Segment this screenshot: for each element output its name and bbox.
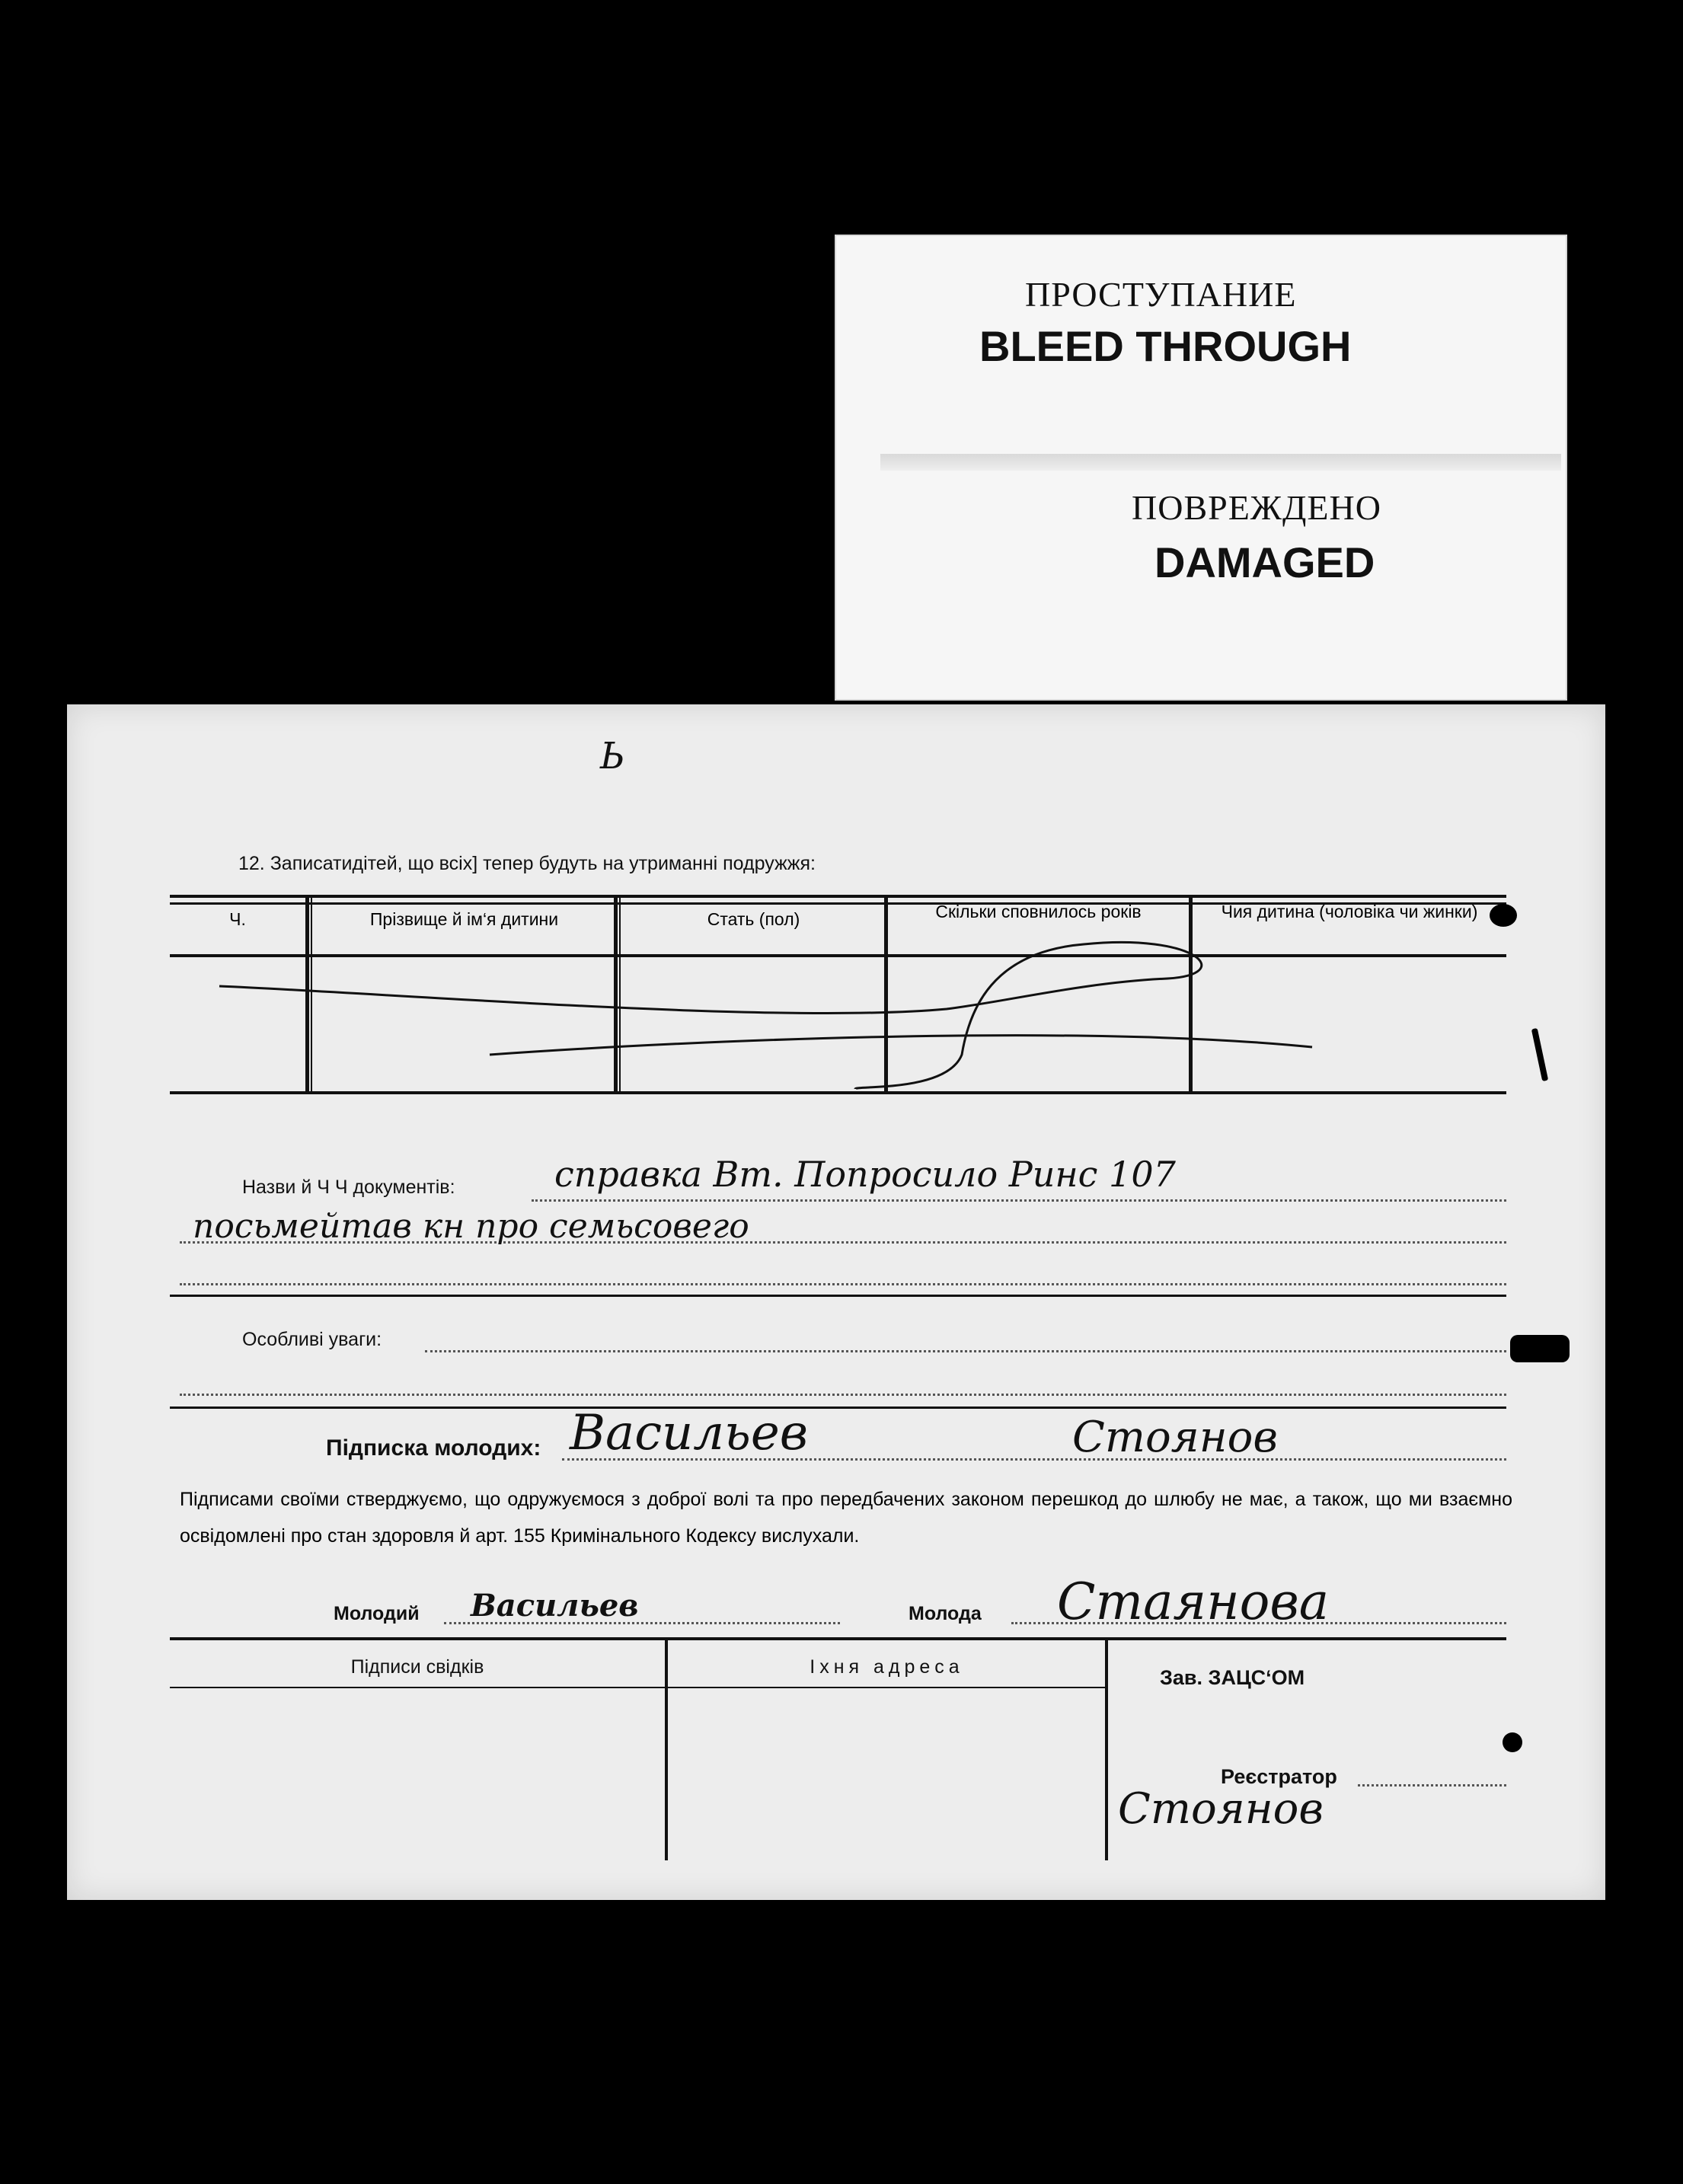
witness-header-rule <box>170 1687 1105 1688</box>
groom-signature: Васильев <box>471 1588 639 1624</box>
header-num: Ч. <box>229 909 246 929</box>
docs-value-line1: справка Вт. Попросило Ринс 107 <box>554 1154 1176 1195</box>
witness-table <box>170 1640 1506 1860</box>
children-table <box>170 895 1506 1093</box>
head-label: Зав. ЗАЦС‘ОМ <box>1160 1666 1305 1689</box>
remarks-rule <box>170 1407 1506 1409</box>
document-sheet <box>67 704 1605 1900</box>
groom-label: Молодий <box>334 1603 420 1624</box>
damage-hole <box>1503 1732 1522 1752</box>
archive-label-card <box>835 235 1567 701</box>
header-whose: Чия дитина (чоловіка чи жинки) <box>1221 902 1478 921</box>
signature-groom: Васильев <box>570 1405 808 1461</box>
registrar-line <box>1358 1784 1506 1786</box>
header-sex: Стать (пол) <box>707 909 800 929</box>
label-fold <box>880 454 1561 471</box>
bride-signature: Стаянова <box>1057 1573 1330 1631</box>
header-name: Прізвище й ім‘я дитини <box>369 909 559 929</box>
damage-hole <box>1490 904 1517 927</box>
remarks-line-2 <box>180 1394 1506 1396</box>
bleed-through-ru: ПРОСТУПАНИЕ <box>1025 275 1297 314</box>
cancel-stroke <box>170 895 1506 1093</box>
declaration-text: Підписами своїми стверджуємо, що одружуємося з доброї волі та про передбачених законом перешкод до шлюбу не має, а також, що ми взаємно освідомлені про стан здоровля й арт. 155 Кримінального Кодексу вислухали. <box>180 1489 1512 1547</box>
witnesses-header: Підписи свідків <box>350 1656 484 1678</box>
damage-tear <box>1531 1028 1548 1081</box>
registrar-signature: Стоянов <box>1118 1784 1324 1834</box>
damaged-ru: ПОВРЕЖДЕНО <box>1132 488 1381 527</box>
docs-label: Назви й Ч Ч документів: <box>242 1177 455 1198</box>
registrar-label: Реєстратор <box>1221 1765 1337 1788</box>
section-12-title: 12. Записатидітей, що всіх] тепер будуть на утриманні подружжя: <box>238 853 816 874</box>
address-col-divider <box>1105 1640 1108 1860</box>
handwritten-mark: Ь <box>600 735 625 777</box>
docs-line-3 <box>180 1283 1506 1285</box>
bleed-through-en: BLEED THROUGH <box>979 322 1352 370</box>
bride-label: Молода <box>909 1603 982 1624</box>
witness-col-divider <box>665 1640 668 1860</box>
remarks-label: Особливі уваги: <box>242 1329 382 1350</box>
docs-value-line2: посьмейтав кн про семьсовего <box>193 1207 749 1246</box>
docs-rule <box>170 1295 1506 1297</box>
damage-hole <box>1510 1335 1570 1362</box>
damaged-en: DAMAGED <box>1154 538 1375 586</box>
signature-label: Підписка молодих: <box>326 1435 541 1461</box>
header-age: Скільки сповнилось років <box>935 902 1142 921</box>
address-header: Іхня адреса <box>810 1656 964 1678</box>
docs-line-1 <box>532 1199 1506 1202</box>
signature-bride: Стоянов <box>1072 1413 1278 1462</box>
remarks-line-1 <box>425 1350 1506 1352</box>
